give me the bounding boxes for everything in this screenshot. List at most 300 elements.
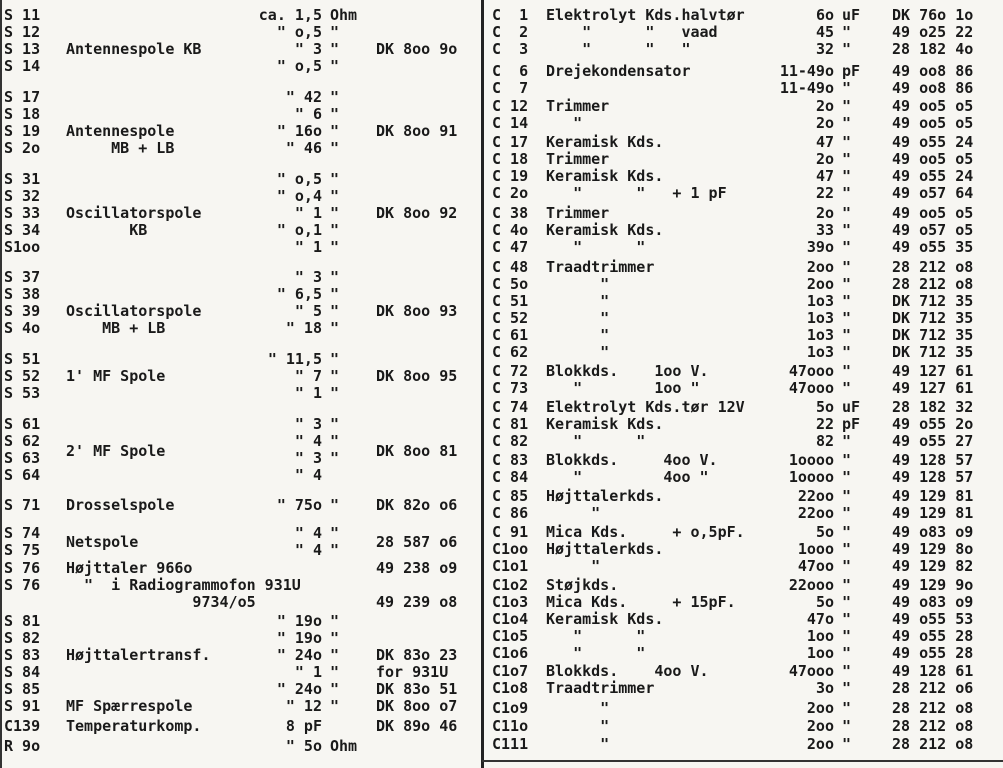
part-number: 49 o55 24 (892, 133, 974, 151)
component-value: 47o (806, 610, 834, 628)
component-unit: uF (842, 6, 861, 24)
component-unit: pF (842, 62, 861, 80)
part-number: 49 o55 28 (892, 627, 974, 645)
component-unit: " (842, 150, 852, 168)
parts-row (492, 699, 1000, 717)
component-value: " 11,5 (267, 350, 322, 368)
parts-row (4, 319, 478, 337)
parts-row (492, 627, 1000, 645)
parts-row (492, 717, 1000, 735)
component-unit: " (330, 221, 340, 239)
component-value: " 6 (294, 105, 322, 123)
component-description: 1' MF Spole (66, 367, 166, 385)
part-number: 49 129 81 (892, 504, 974, 522)
component-description: " (546, 504, 601, 522)
component-value: 22 (815, 184, 834, 202)
component-code: C11o (492, 717, 529, 735)
component-code: C 81 (492, 415, 529, 433)
part-number: 49 129 82 (892, 557, 974, 575)
component-code: C 83 (492, 451, 529, 469)
component-unit: " (330, 612, 340, 630)
component-description: " i Radiogrammofon 931U (66, 576, 301, 594)
component-description: Højttalerkds. (546, 540, 664, 558)
component-code: S 34 (4, 221, 41, 239)
component-value: 82 (815, 432, 834, 450)
component-description: Drosselspole (66, 496, 175, 514)
component-unit: " (842, 523, 852, 541)
component-value: " 1 (294, 663, 322, 681)
component-code: S 71 (4, 496, 41, 514)
component-code: C 2o (492, 184, 529, 202)
parts-row (492, 6, 1000, 24)
component-unit: " (330, 268, 340, 286)
component-value: 47ooo (788, 362, 834, 380)
component-code: C 48 (492, 258, 529, 276)
component-code: C1o6 (492, 644, 529, 662)
component-code: S 31 (4, 170, 41, 188)
component-unit: " (842, 275, 852, 293)
component-unit: " (842, 679, 852, 697)
component-unit: " (330, 170, 340, 188)
component-value: " 12 (285, 697, 322, 715)
parts-row (4, 449, 478, 467)
component-unit: " (330, 105, 340, 123)
component-unit: " (842, 23, 852, 41)
component-description: Antennespole KB (66, 40, 202, 58)
component-value: ca. 1,5 (258, 6, 322, 24)
parts-row (4, 6, 478, 24)
component-value: 22oo (797, 504, 834, 522)
component-value: " 18 (285, 319, 322, 337)
component-description: KB (66, 221, 148, 239)
component-code: C1o3 (492, 593, 529, 611)
part-number: DK 83o 51 (376, 680, 458, 698)
component-code: C 6 (492, 62, 529, 80)
part-number: 49 oo8 86 (892, 79, 974, 97)
component-unit: " (842, 627, 852, 645)
component-value: 11-49o (779, 62, 834, 80)
parts-row (492, 468, 1000, 486)
part-number: DK 83o 23 (376, 646, 458, 664)
part-number: 28 212 o8 (892, 258, 974, 276)
parts-row (492, 662, 1000, 680)
part-number: 49 128 61 (892, 662, 974, 680)
parts-row (492, 362, 1000, 380)
component-unit: " (842, 593, 852, 611)
parts-row (4, 496, 478, 514)
component-description: Trimmer (546, 204, 610, 222)
component-description: " (546, 326, 610, 344)
component-unit: " (330, 204, 340, 222)
parts-row (492, 238, 1000, 256)
component-value: " 3 (294, 415, 322, 433)
parts-row (4, 629, 478, 647)
component-description: Temperaturkomp. (66, 717, 202, 735)
component-unit: " (842, 326, 852, 344)
component-unit: " (330, 496, 340, 514)
component-description: " (546, 699, 610, 717)
parts-row (492, 415, 1000, 433)
component-value: " o,1 (276, 221, 322, 239)
component-code: C 14 (492, 114, 529, 132)
part-number: DK 8oo 95 (376, 367, 458, 385)
component-unit: " (330, 432, 340, 450)
component-value: 1oo (806, 627, 834, 645)
component-code: C 62 (492, 343, 529, 361)
part-number: 49 o57 64 (892, 184, 974, 202)
parts-row (492, 451, 1000, 469)
part-number: 28 182 32 (892, 398, 974, 416)
part-number: 49 o55 53 (892, 610, 974, 628)
parts-row (492, 79, 1000, 97)
parts-row (492, 150, 1000, 168)
part-number: 49 238 o9 (376, 559, 458, 577)
component-unit: " (842, 735, 852, 753)
component-unit: " (842, 379, 852, 397)
parts-row (4, 122, 478, 140)
component-code: S 75 (4, 541, 41, 559)
component-code: S 11 (4, 6, 41, 24)
parts-row (4, 663, 478, 681)
part-number: 49 128 57 (892, 468, 974, 486)
component-unit: " (330, 122, 340, 140)
component-code: S 84 (4, 663, 41, 681)
component-description: Elektrolyt Kds.tør 12V (546, 398, 745, 416)
component-description: Keramisk Kds. (546, 415, 664, 433)
component-value: 11-49o (779, 79, 834, 97)
component-code: S 85 (4, 680, 41, 698)
parts-row (492, 504, 1000, 522)
component-description: 2' MF Spole (66, 442, 166, 460)
part-number: 49 o57 o5 (892, 221, 974, 239)
part-number: DK 8oo 9o (376, 40, 458, 58)
component-code: S 32 (4, 187, 41, 205)
parts-row (4, 646, 478, 664)
parts-row (4, 350, 478, 368)
component-value: 22ooo (788, 576, 834, 594)
part-number: DK 89o 46 (376, 717, 458, 735)
parts-row (492, 292, 1000, 310)
component-code: C 72 (492, 362, 529, 380)
parts-row (4, 187, 478, 205)
part-number: DK 712 35 (892, 309, 974, 327)
parts-row (4, 40, 478, 58)
component-unit: " (842, 610, 852, 628)
component-code: R 9o (4, 737, 41, 755)
component-value: " 3 (294, 449, 322, 467)
parts-row (4, 204, 478, 222)
component-value: " 3 (294, 40, 322, 58)
component-code: C 18 (492, 150, 529, 168)
component-unit: " (330, 57, 340, 75)
component-value: 2oo (806, 275, 834, 293)
component-unit: " (330, 319, 340, 337)
part-number: 49 129 81 (892, 487, 974, 505)
component-description: " 1oo " (546, 379, 700, 397)
part-number: DK 76o 1o (892, 6, 974, 24)
part-number: 49 129 9o (892, 576, 974, 594)
parts-row (4, 105, 478, 123)
component-unit: " (330, 646, 340, 664)
component-value: 3o (815, 679, 834, 697)
component-unit: " (330, 680, 340, 698)
component-description: 9734/o5 (66, 593, 256, 611)
component-value: " 3 (294, 268, 322, 286)
component-description: Traadtrimmer (546, 258, 655, 276)
component-code: C 86 (492, 504, 529, 522)
component-unit: " (842, 97, 852, 115)
component-unit: " (842, 79, 852, 97)
part-number: DK 712 35 (892, 343, 974, 361)
component-description: " " (546, 432, 646, 450)
component-code: C1o2 (492, 576, 529, 594)
component-unit: " (330, 40, 340, 58)
parts-row (492, 557, 1000, 575)
component-code: C1o9 (492, 699, 529, 717)
component-value: " 4 (294, 541, 322, 559)
part-number: 49 o55 28 (892, 644, 974, 662)
component-code: C 7 (492, 79, 529, 97)
component-unit: " (330, 384, 340, 402)
component-code: C 52 (492, 309, 529, 327)
parts-row (492, 309, 1000, 327)
component-value: " 6,5 (276, 285, 322, 303)
component-value: " o,5 (276, 170, 322, 188)
component-value: 45 (815, 23, 834, 41)
component-value: 2oo (806, 735, 834, 753)
part-number: 49 129 8o (892, 540, 974, 558)
component-description: Traadtrimmer (546, 679, 655, 697)
part-number: DK 8oo 91 (376, 122, 458, 140)
component-description: " (546, 557, 601, 575)
component-code: S 53 (4, 384, 41, 402)
component-description: Oscillatorspole (66, 204, 202, 222)
component-unit: " (842, 504, 852, 522)
component-description: Keramisk Kds. (546, 221, 664, 239)
component-code: S 61 (4, 415, 41, 433)
component-unit: " (330, 139, 340, 157)
part-number: DK 8oo 93 (376, 302, 458, 320)
component-code: C 51 (492, 292, 529, 310)
component-value: 2o (815, 150, 834, 168)
parts-row (4, 697, 478, 715)
component-code: S 82 (4, 629, 41, 647)
parts-row (492, 204, 1000, 222)
component-value: 5o (815, 398, 834, 416)
component-code: C 1 (492, 6, 529, 24)
component-description: " 4oo " (546, 468, 709, 486)
component-code: S 81 (4, 612, 41, 630)
component-unit: " (842, 487, 852, 505)
part-number: 28 212 o8 (892, 699, 974, 717)
component-description: Keramisk Kds. (546, 167, 664, 185)
component-code: S 51 (4, 350, 41, 368)
component-code: C1o7 (492, 662, 529, 680)
component-description: Blokkds. 4oo V. (546, 451, 718, 469)
component-value: 2o (815, 97, 834, 115)
parts-row (4, 221, 478, 239)
component-unit: " (842, 221, 852, 239)
component-description: Netspole (66, 533, 139, 551)
column-divider (481, 0, 484, 768)
component-code: C 74 (492, 398, 529, 416)
part-number: 49 o55 35 (892, 238, 974, 256)
component-unit: " (330, 187, 340, 205)
component-description: Blokkds. 4oo V. (546, 662, 709, 680)
part-number: 28 587 o6 (376, 533, 458, 551)
parts-row (4, 268, 478, 286)
component-description: MF Spærrespole (66, 697, 193, 715)
component-description: " (546, 275, 610, 293)
component-value: " 4 (294, 524, 322, 542)
component-description: " " vaad (546, 23, 718, 41)
parts-row (4, 139, 478, 157)
component-unit: Ohm (330, 737, 358, 755)
component-value: 5o (815, 593, 834, 611)
part-number: 49 oo5 o5 (892, 114, 974, 132)
component-description: MB + LB (66, 319, 166, 337)
component-value: " 7 (294, 367, 322, 385)
part-number: for 931U (376, 663, 449, 681)
component-value: " o,5 (276, 57, 322, 75)
parts-row (4, 285, 478, 303)
component-description: " (546, 343, 610, 361)
component-code: S 52 (4, 367, 41, 385)
component-code: S 17 (4, 88, 41, 106)
bottom-rule (482, 760, 1003, 762)
parts-row (492, 432, 1000, 450)
component-value: " 4 (294, 432, 322, 450)
parts-row (492, 593, 1000, 611)
component-unit: " (842, 362, 852, 380)
component-unit: " (330, 302, 340, 320)
component-unit: " (842, 167, 852, 185)
component-value: 33 (815, 221, 834, 239)
parts-row (4, 717, 478, 735)
component-value: " 1 (294, 238, 322, 256)
component-unit: " (330, 350, 340, 368)
component-description: " (546, 292, 610, 310)
component-value: 1ooo (797, 540, 834, 558)
part-number: 49 o55 2o (892, 415, 974, 433)
component-description: Støjkds. (546, 576, 619, 594)
component-value: " 1 (294, 384, 322, 402)
component-code: C139 (4, 717, 41, 735)
part-number: 49 oo5 o5 (892, 97, 974, 115)
component-code: S 2o (4, 139, 41, 157)
component-code: S 37 (4, 268, 41, 286)
component-description: Drejekondensator (546, 62, 691, 80)
component-value: " 16o (276, 122, 322, 140)
parts-row (4, 170, 478, 188)
component-description: Keramisk Kds. (546, 610, 664, 628)
component-code: C1o8 (492, 679, 529, 697)
component-code: S 4o (4, 319, 41, 337)
part-number: 28 182 4o (892, 40, 974, 58)
component-value: 1o3 (806, 343, 834, 361)
component-description: MB + LB (66, 139, 175, 157)
component-description: Højttaler 966o (66, 559, 193, 577)
component-description: " " (546, 238, 646, 256)
component-unit: " (330, 367, 340, 385)
left-border (0, 0, 2, 768)
component-code: C 5o (492, 275, 529, 293)
component-unit: " (330, 285, 340, 303)
component-value: 47oo (797, 557, 834, 575)
parts-row (4, 576, 478, 594)
component-code: S 64 (4, 466, 41, 484)
component-description: " (546, 717, 610, 735)
parts-row (492, 379, 1000, 397)
component-value: 47 (815, 167, 834, 185)
component-code: S 91 (4, 697, 41, 715)
component-code: C1o4 (492, 610, 529, 628)
component-value: 8 pF (285, 717, 322, 735)
component-code: S 74 (4, 524, 41, 542)
component-unit: " (842, 540, 852, 558)
component-description: " (546, 309, 610, 327)
component-value: " o,5 (276, 23, 322, 41)
component-unit: " (842, 699, 852, 717)
component-value: 22 (815, 415, 834, 433)
component-code: C 4o (492, 221, 529, 239)
component-value: 47ooo (788, 662, 834, 680)
component-description: Højttalerkds. (546, 487, 664, 505)
parts-row (492, 221, 1000, 239)
component-value: 1oooo (788, 451, 834, 469)
component-code: C1o5 (492, 627, 529, 645)
parts-row (492, 576, 1000, 594)
part-number: 49 o25 22 (892, 23, 974, 41)
parts-row (4, 612, 478, 630)
component-code: S 38 (4, 285, 41, 303)
component-description: " " " (546, 40, 691, 58)
component-unit: " (842, 662, 852, 680)
part-number: 49 128 57 (892, 451, 974, 469)
parts-row (4, 23, 478, 41)
part-number: 49 239 o8 (376, 593, 458, 611)
component-unit: " (330, 541, 340, 559)
component-code: S 13 (4, 40, 41, 58)
parts-row (492, 343, 1000, 361)
component-unit: " (842, 238, 852, 256)
component-value: " 5o (285, 737, 322, 755)
component-description: Højttalertransf. (66, 646, 211, 664)
part-number: DK 712 35 (892, 326, 974, 344)
component-code: C 85 (492, 487, 529, 505)
parts-row (492, 644, 1000, 662)
component-code: C 12 (492, 97, 529, 115)
parts-row (4, 559, 478, 577)
component-unit: " (330, 524, 340, 542)
parts-row (492, 23, 1000, 41)
component-unit: " (842, 133, 852, 151)
component-unit: " (842, 258, 852, 276)
component-description: Mica Kds. + 15pF. (546, 593, 736, 611)
part-number: 49 127 61 (892, 379, 974, 397)
component-code: S 14 (4, 57, 41, 75)
component-unit: " (842, 114, 852, 132)
component-value: 1oo (806, 644, 834, 662)
component-description: " " + 1 pF (546, 184, 727, 202)
component-code: C 73 (492, 379, 529, 397)
component-unit: " (330, 449, 340, 467)
parts-row (4, 238, 478, 256)
parts-row (4, 737, 478, 755)
component-code: S 83 (4, 646, 41, 664)
parts-row (492, 610, 1000, 628)
component-value: 2o (815, 114, 834, 132)
